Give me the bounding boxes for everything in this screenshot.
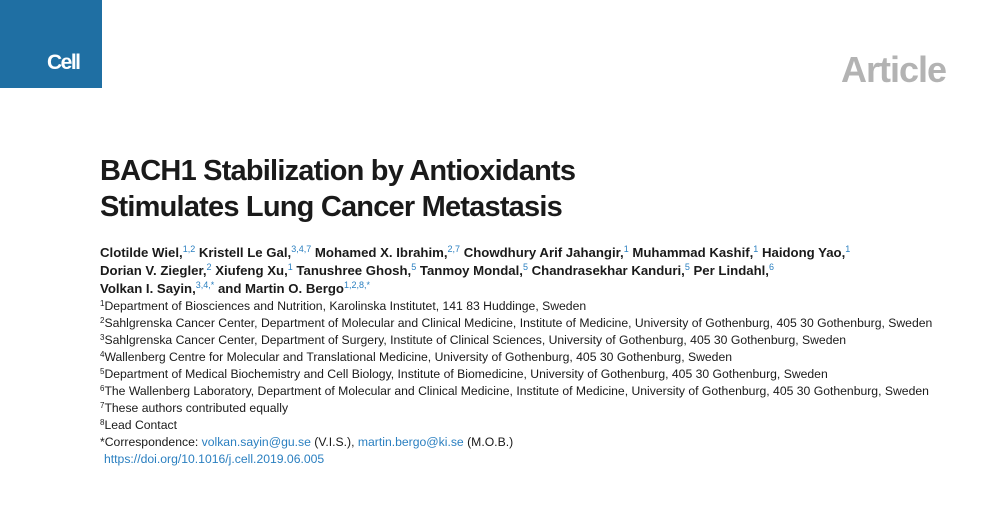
affiliation-text: The Wallenberg Laboratory, Department of Molecular and Clinical Medicine, Institute of Medicine, University of Gothenburg, 405 30 Gothenburg, Sweden xyxy=(104,384,929,398)
author-line xyxy=(100,280,960,298)
doi-link[interactable]: https://doi.org/10.1016/j.cell.2019.06.005 xyxy=(104,452,325,466)
affiliation-item xyxy=(100,298,960,315)
affiliation-number: 8 xyxy=(100,418,105,427)
journal-logo-text: Cell xyxy=(47,51,80,74)
author-name[interactable]: Clotilde Wiel, xyxy=(100,245,183,260)
author-affiliation-marker[interactable]: 1 xyxy=(287,262,293,272)
affiliation-text: Lead Contact xyxy=(104,418,177,432)
author-line xyxy=(100,244,960,262)
author-name[interactable]: Mohamed X. Ibrahim, xyxy=(311,245,448,260)
author-name[interactable]: Chowdhury Arif Jahangir, xyxy=(460,245,624,260)
article-type-label: Article xyxy=(840,49,946,90)
author-name[interactable]: Xiufeng Xu, xyxy=(211,263,288,278)
email-link-sayin[interactable]: volkan.sayin@gu.se xyxy=(201,435,311,449)
paper-title-line-1: BACH1 Stabilization by Antioxidants xyxy=(100,155,576,187)
affiliation-number: 7 xyxy=(100,401,105,410)
affiliation-number: 6 xyxy=(100,384,105,393)
paper-title xyxy=(100,153,800,225)
affiliation-item xyxy=(100,417,960,434)
author-name[interactable]: Tanmoy Mondal, xyxy=(416,263,523,278)
affiliation-number: 1 xyxy=(100,299,105,308)
affiliation-item xyxy=(100,349,960,366)
journal-logo xyxy=(0,0,102,88)
author-affiliation-marker[interactable]: 2 xyxy=(206,262,212,272)
author-affiliation-marker[interactable]: 1 xyxy=(753,244,759,254)
author-name[interactable]: Volkan I. Sayin, xyxy=(100,281,196,296)
affiliation-item xyxy=(100,400,960,417)
affiliation-list xyxy=(100,298,960,468)
author-affiliation-marker[interactable]: 1 xyxy=(845,244,851,254)
author-affiliation-marker[interactable]: 1,2 xyxy=(182,244,196,254)
author-affiliation-marker[interactable]: 5 xyxy=(684,262,690,272)
affiliation-text: Department of Medical Biochemistry and Cell Biology, Institute of Biomedicine, University of Gothenburg, 405 30 Gothenburg, Sweden xyxy=(104,367,828,381)
author-name[interactable]: Muhammad Kashif, xyxy=(628,245,754,260)
author-affiliation-marker[interactable]: 3,4,* xyxy=(195,280,215,290)
affiliation-text: Sahlgrenska Cancer Center, Department of Molecular and Clinical Medicine, Institute of Medicine, University of Gothenburg, 405 30 Gothenburg, Sweden xyxy=(104,316,933,330)
author-affiliation-marker[interactable]: 2,7 xyxy=(447,244,461,254)
author-name[interactable]: Chandrasekhar Kanduri, xyxy=(527,263,685,278)
author-list xyxy=(100,244,960,298)
author-line xyxy=(100,262,960,280)
affiliation-text: Wallenberg Centre for Molecular and Translational Medicine, University of Gothenburg, 405 30 Gothenburg, Sweden xyxy=(104,350,733,364)
correspondence-label: *Correspondence: xyxy=(100,435,202,449)
correspondence-line xyxy=(100,434,960,451)
affiliation-item xyxy=(100,383,960,400)
author-affiliation-marker[interactable]: 1,2,8,* xyxy=(343,280,370,290)
affiliation-text: Department of Biosciences and Nutrition, Karolinska Institutet, 141 83 Huddinge, Sweden xyxy=(104,299,587,313)
affiliation-number: 3 xyxy=(100,333,105,342)
affiliation-number: 4 xyxy=(100,350,105,359)
affiliation-text: These authors contributed equally xyxy=(104,401,289,415)
affiliation-item xyxy=(100,315,960,332)
author-affiliation-marker[interactable]: 1 xyxy=(623,244,629,254)
affiliation-number: 5 xyxy=(100,367,105,376)
author-affiliation-marker[interactable]: 5 xyxy=(411,262,417,272)
correspondence-initials: (M.O.B.) xyxy=(463,435,514,449)
email-link-bergo[interactable]: martin.bergo@ki.se xyxy=(357,435,464,449)
author-affiliation-marker[interactable]: 6 xyxy=(768,262,774,272)
author-name[interactable]: Per Lindahl, xyxy=(689,263,769,278)
author-affiliation-marker[interactable]: 3,4,7 xyxy=(291,244,312,254)
author-affiliation-marker[interactable]: 5 xyxy=(522,262,528,272)
author-name[interactable]: Haidong Yao, xyxy=(758,245,846,260)
author-name[interactable]: Dorian V. Ziegler, xyxy=(100,263,207,278)
correspondence-initials: (V.I.S.), xyxy=(310,435,358,449)
author-name[interactable]: Tanushree Ghosh, xyxy=(292,263,412,278)
affiliation-number: 2 xyxy=(100,316,105,325)
paper-title-line-2: Stimulates Lung Cancer Metastasis xyxy=(100,191,562,223)
affiliation-item xyxy=(100,332,960,349)
affiliation-text: Sahlgrenska Cancer Center, Department of Surgery, Institute of Clinical Sciences, University of Gothenburg, 405 30 Gothenburg, Sweden xyxy=(104,333,847,347)
author-name[interactable]: and Martin O. Bergo xyxy=(214,281,344,296)
affiliation-item xyxy=(100,366,960,383)
author-name[interactable]: Kristell Le Gal, xyxy=(195,245,292,260)
